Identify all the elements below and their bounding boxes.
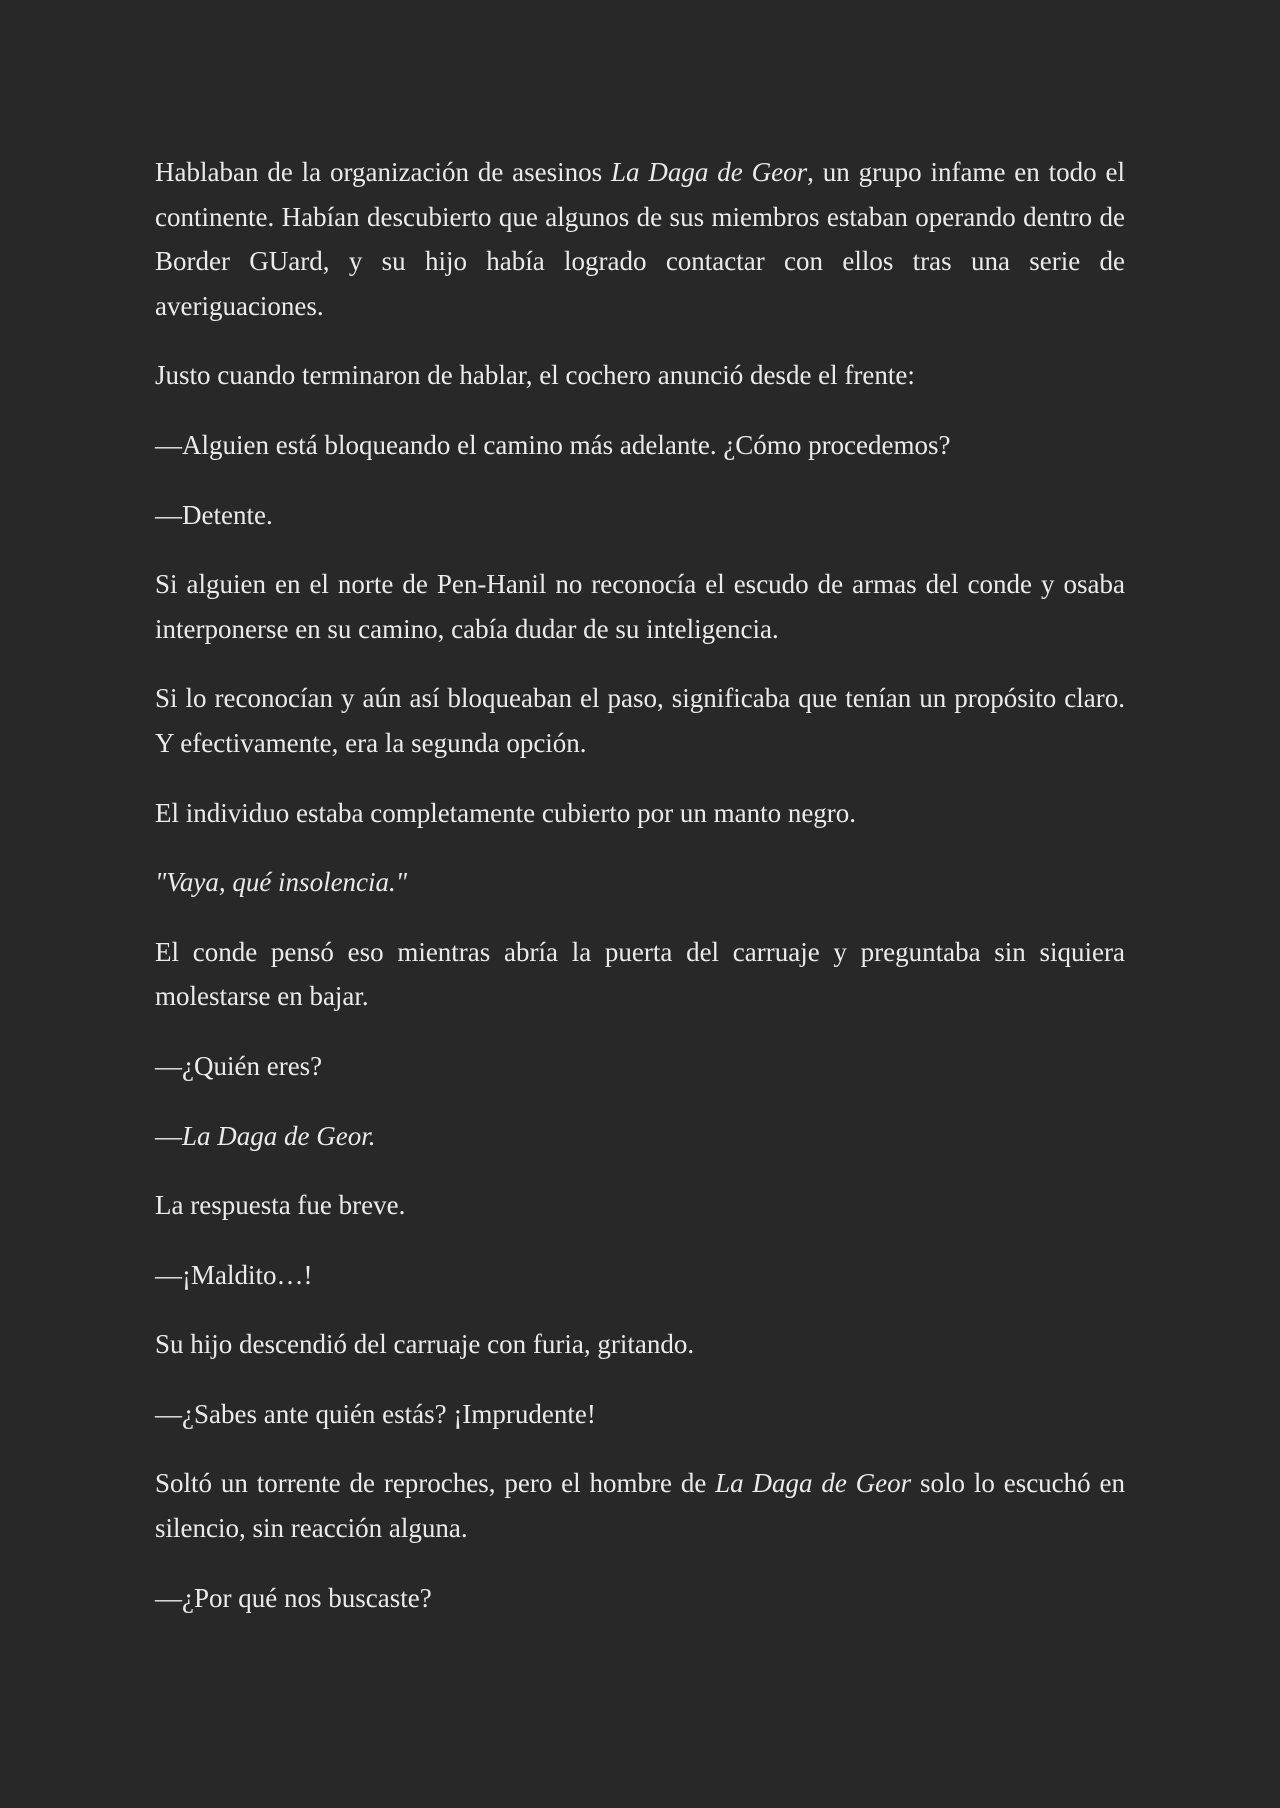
reading-content xyxy=(155,150,1125,1620)
dialogue-line-who-are-you: —¿Quién eres? xyxy=(155,1050,323,1081)
italic-thought: "Vaya, qué insolencia." xyxy=(155,867,408,898)
dialogue-line-why-seek-us: —¿Por qué nos buscaste? xyxy=(155,1582,432,1613)
paragraph-brief-answer: La respuesta fue breve. xyxy=(155,1190,406,1221)
paragraph-coat-of-arms: Si alguien en el norte de Pen-Hanil no reconocía el escudo de armas del conde y osaba interponerse en su camino, cabía dudar de su inteligencia. xyxy=(155,569,1125,644)
italic-organization-name: La Daga de Geor. xyxy=(182,1120,376,1151)
paragraph-black-cloak: El individuo estaba completamente cubierto por un manto negro. xyxy=(155,797,857,828)
dialogue-line-damn: —¡Maldito…! xyxy=(155,1259,313,1290)
paragraph-text: solo lo escuchó en silencio, sin reacción alguna. xyxy=(155,1468,1125,1544)
paragraph-text: Soltó un torrente de reproches, pero el hombre de xyxy=(155,1468,716,1499)
dialogue-dash: — xyxy=(155,1120,182,1151)
dialogue-line-coachman: —Alguien está bloqueando el camino más adelante. ¿Cómo procedemos? xyxy=(155,429,951,460)
paragraph-assassins-organization xyxy=(155,150,1125,328)
paragraph-text: Hablaban de la organización de asesinos xyxy=(155,157,612,187)
paragraph-count-asks: El conde pensó eso mientras abría la puerta del carruaje y preguntaba sin siquiera molestarse en bajar. xyxy=(155,936,1125,1012)
paragraph-reproaches xyxy=(155,1461,1125,1550)
paragraph-clear-purpose: Si lo reconocían y aún así bloqueaban el paso, significaba que tenían un propósito claro. Y efectivamente, era la segunda opción. xyxy=(155,683,1125,758)
paragraph-text: , un grupo infame en todo el continente. Habían descubierto que algunos de sus miembros estaban operando dentro de Border GUard, y su hijo había logrado contactar con ellos tras una serie de averiguaciones. xyxy=(155,157,1125,321)
paragraph-son-descends: Su hijo descendió del carruaje con furia, gritando. xyxy=(155,1329,695,1360)
thought-line-insolence xyxy=(155,860,1125,905)
dialogue-line-answer xyxy=(155,1114,1125,1159)
dialogue-line-imprudent: —¿Sabes ante quién estás? ¡Imprudente! xyxy=(155,1398,596,1429)
italic-organization-name: La Daga de Geor xyxy=(611,157,808,187)
dialogue-line-stop: —Detente. xyxy=(155,499,273,530)
paragraph-coachman-announcement: Justo cuando terminaron de hablar, el cochero anunció desde el frente: xyxy=(155,360,915,391)
italic-organization-name: La Daga de Geor xyxy=(715,1468,912,1499)
